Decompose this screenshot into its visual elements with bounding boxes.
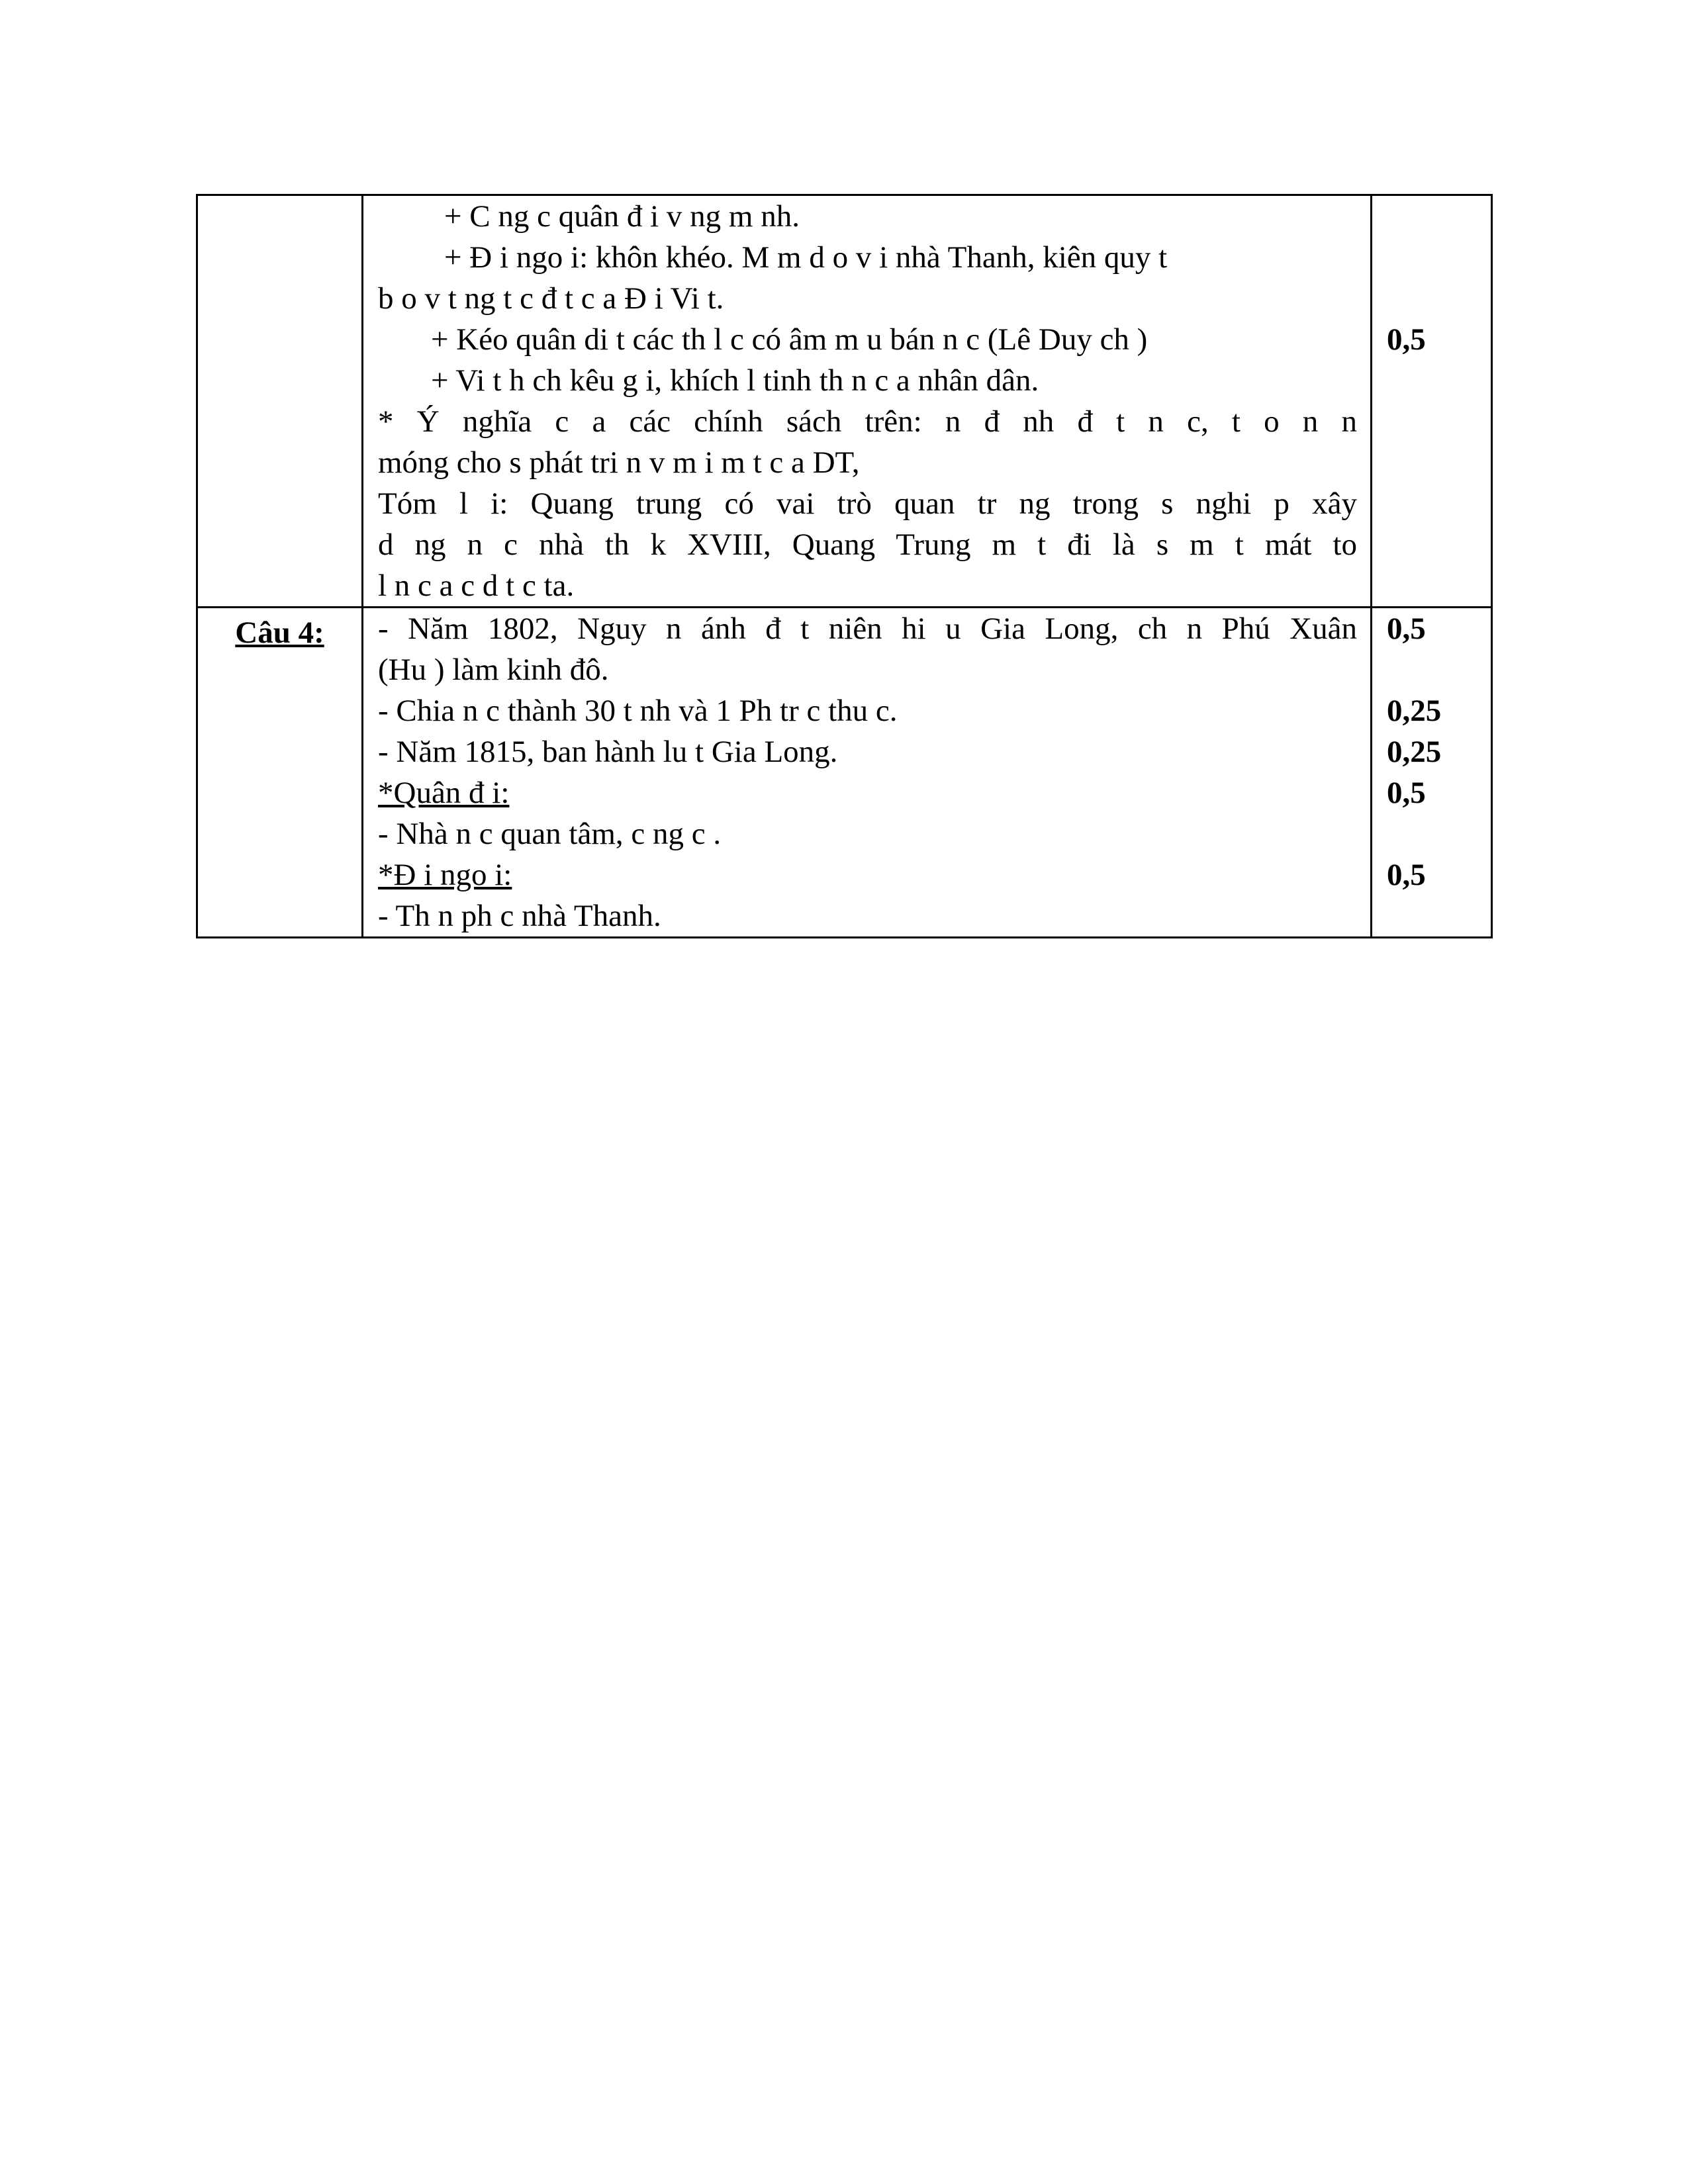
answer-line xyxy=(363,854,1370,895)
score-value xyxy=(1372,895,1491,936)
answer-line: (Hu ) làm kinh đô. xyxy=(378,653,609,687)
answer-line: b o v t ng t c đ t c a Đ i Vi t. xyxy=(378,281,724,316)
question-label: Câu 4: xyxy=(235,615,324,650)
score-cell xyxy=(1372,195,1492,608)
answer-line: d ng n c nhà th k XVIII, Quang Trung m t đi là s m t mát to xyxy=(378,527,1357,562)
answer-key-table xyxy=(196,194,1493,938)
score-value: 0,25 xyxy=(1387,694,1442,728)
answer-line: + C ng c quân đ i v ng m nh. xyxy=(444,199,800,234)
answer-line: móng cho s phát tri n v m i m t c a DT, xyxy=(378,445,860,480)
answer-line: - Nhà n c quan tâm, c ng c . xyxy=(378,817,722,851)
answer-line: + Đ i ngo i: khôn khéo. M m d o v i nhà Thanh, kiên quy t xyxy=(444,240,1168,275)
answer-line: + Kéo quân di t các th l c có âm m u bán n c (Lê Duy ch ) xyxy=(431,322,1148,357)
answer-line xyxy=(363,772,1370,813)
answer-line: * Ý nghĩa c a các chính sách trên: n đ nh đ t n c, t o n n xyxy=(378,404,1357,439)
score-value: 0,5 xyxy=(1387,858,1426,892)
answer-line: - Chia n c thành 30 t nh và 1 Ph tr c thu c. xyxy=(378,694,898,728)
score-value: 0,5 xyxy=(1387,322,1426,357)
question-label xyxy=(198,196,361,200)
score-value: 0,5 xyxy=(1387,612,1426,646)
answer-content-cell xyxy=(363,608,1372,938)
table-row xyxy=(197,195,1492,608)
score-cell xyxy=(1372,608,1492,938)
answer-line: l n c a c d t c ta. xyxy=(378,569,575,603)
section-heading-foreign-affairs: *Đ i ngo i: xyxy=(378,858,512,892)
answer-line: - Th n ph c nhà Thanh. xyxy=(378,899,661,933)
answer-content-cell xyxy=(363,195,1372,608)
table-row xyxy=(197,608,1492,938)
section-heading-army: *Quân đ i: xyxy=(378,776,510,810)
answer-line: + Vi t h ch kêu g i, khích l tinh th n c a nhân dân. xyxy=(431,363,1039,398)
answer-line: - Năm 1815, ban hành lu t Gia Long. xyxy=(378,735,838,769)
question-cell xyxy=(197,608,363,938)
score-value xyxy=(1372,813,1491,854)
score-value: 0,25 xyxy=(1387,735,1442,769)
answer-line: Tóm l i: Quang trung có vai trò quan tr ng trong s nghi p xây xyxy=(378,486,1357,521)
answer-line: - Năm 1802, Nguy n ánh đ t niên hi u Gia Long, ch n Phú Xuân xyxy=(378,612,1357,646)
score-value: 0,5 xyxy=(1387,776,1426,810)
score-value xyxy=(1372,649,1491,690)
question-cell xyxy=(197,195,363,608)
